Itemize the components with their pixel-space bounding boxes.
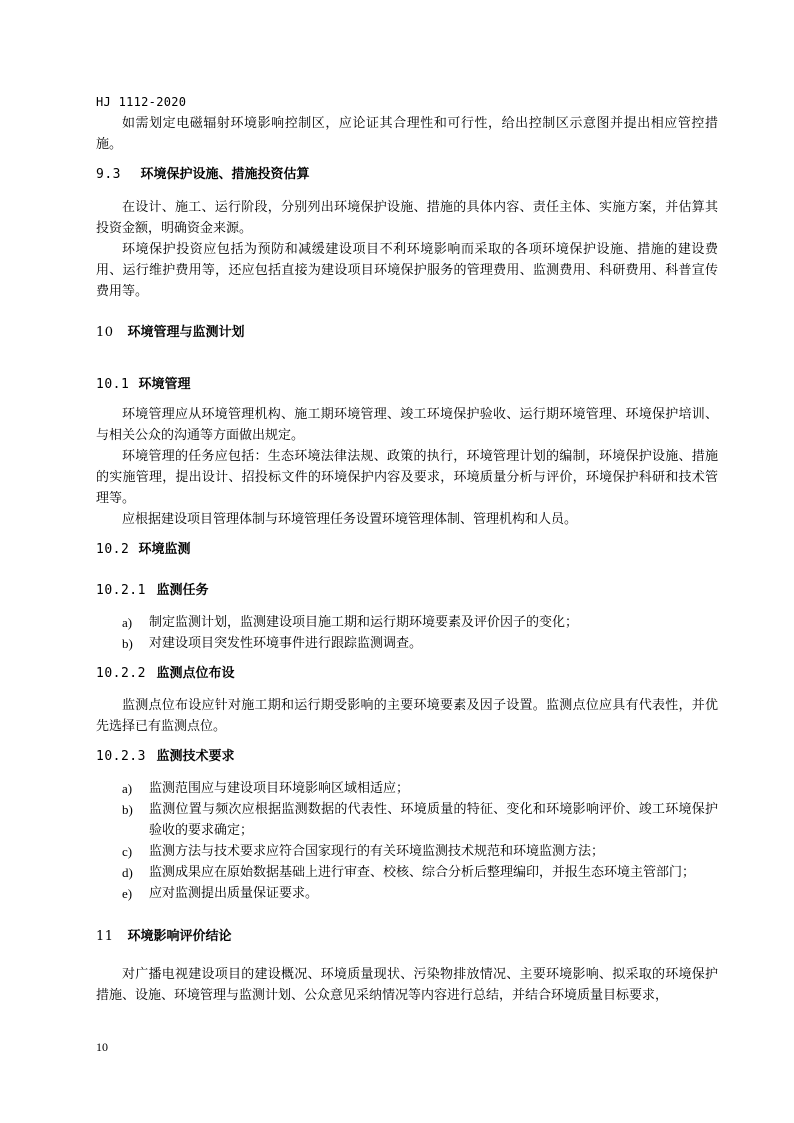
section-heading-10-2-1 — [96, 581, 209, 601]
page-number: 10 — [96, 1040, 108, 1054]
section-number: 11 — [96, 929, 114, 944]
list-text: 应对监测提出质量保证要求。 — [149, 886, 319, 901]
list-text: 监测位置与频次应根据监测数据的代表性、环境质量的特征、变化和环境影响评价、竣工环境保护验收的要求确定； — [149, 802, 718, 838]
list-item — [122, 778, 718, 799]
list-marker: c) — [122, 844, 133, 859]
list-text: 监测方法与技术要求应符合国家现行的有关环境监测技术规范和环境监测方法； — [149, 844, 605, 859]
list-text: 监测范围应与建设项目环境影响区域相适应； — [149, 781, 410, 796]
paragraph: 环境管理的任务应包括：生态环境法律法规、政策的执行，环境管理计划的编制，环境保护设施、措施的实施管理，提出设计、招投标文件的环境保护内容及要求，环境质量分析与评价，环境保护科研和技术管理等。 — [96, 449, 718, 506]
section-heading-10 — [96, 323, 245, 343]
intro-paragraph: 如需划定电磁辐射环境影响控制区，应论证其合理性和可行性，给出控制区示意图并提出相应管控措施。 — [96, 116, 718, 152]
list-item — [122, 883, 718, 904]
section-title: 监测技术要求 — [156, 749, 235, 764]
list-item — [122, 799, 718, 841]
section-title: 环境管理与监测计划 — [127, 325, 245, 340]
section-number: 9.3 — [96, 167, 121, 182]
paragraph: 在设计、施工、运行阶段，分别列出环境保护设施、措施的具体内容、责任主体、实施方案，并估算其投资金额，明确资金来源。 — [96, 200, 718, 236]
section-number: 10.2.3 — [96, 749, 146, 764]
list-item — [122, 862, 718, 883]
paragraph: 对广播电视建设项目的建设概况、环境质量现状、污染物排放情况、主要环境影响、拟采取的环境保护措施、设施、环境管理与监测计划、公众意见采纳情况等内容进行总结，并结合环境质量目标要求， — [96, 967, 718, 1003]
section-heading-10-1 — [96, 375, 191, 395]
list-text: 监测成果应在原始数据基础上进行审查、校核、综合分析后整理编印，并报生态环境主管部门； — [149, 865, 696, 880]
section-title: 环境保护设施、措施投资估算 — [140, 167, 310, 182]
list-marker: b) — [122, 636, 133, 651]
standard-code: HJ 1112-2020 — [96, 95, 187, 109]
paragraph: 监测点位布设应针对施工期和运行期受影响的主要环境要素及因子设置。监测点位应具有代表性，并优先选择已有监测点位。 — [96, 698, 718, 734]
list-marker: d) — [122, 865, 133, 880]
section-title: 监测任务 — [156, 583, 209, 598]
paragraph: 应根据建设项目管理体制与环境管理任务设置环境管理体制、管理机构和人员。 — [122, 512, 578, 527]
section-number: 10.2 — [96, 542, 130, 557]
section-title: 环境影响评价结论 — [127, 929, 232, 944]
list-item — [122, 841, 718, 862]
section-number: 10 — [96, 325, 114, 340]
section-heading-11 — [96, 927, 232, 947]
section-heading-10-2-2 — [96, 664, 235, 684]
section-heading-10-2-3 — [96, 747, 235, 767]
list-marker: e) — [122, 886, 133, 901]
section-number: 10.2.1 — [96, 583, 146, 598]
section-title: 环境管理 — [138, 377, 191, 392]
list-marker: a) — [122, 615, 133, 630]
section-number: 10.2.2 — [96, 666, 146, 681]
list-item — [122, 633, 718, 654]
list-marker: b) — [122, 802, 133, 817]
section-heading-10-2 — [96, 540, 191, 560]
list-item — [122, 612, 718, 633]
list-marker: a) — [122, 781, 133, 796]
section-number: 10.1 — [96, 377, 130, 392]
list-text: 制定监测计划，监测建设项目施工期和运行期环境要素及评价因子的变化； — [149, 615, 579, 630]
section-title: 监测点位布设 — [156, 666, 235, 681]
section-heading-9-3 — [96, 165, 310, 185]
list-text: 对建设项目突发性环境事件进行跟踪监测调查。 — [149, 636, 423, 651]
section-title: 环境监测 — [138, 542, 191, 557]
paragraph: 环境保护投资应包括为预防和减缓建设项目不利环境影响而采取的各项环境保护设施、措施的建设费用、运行维护费用等，还应包括直接为建设项目环境保护服务的管理费用、监测费用、科研费用、科普宣传费用等。 — [96, 242, 718, 299]
paragraph: 环境管理应从环境管理机构、施工期环境管理、竣工环境保护验收、运行期环境管理、环境保护培训、与相关公众的沟通等方面做出规定。 — [96, 407, 718, 443]
